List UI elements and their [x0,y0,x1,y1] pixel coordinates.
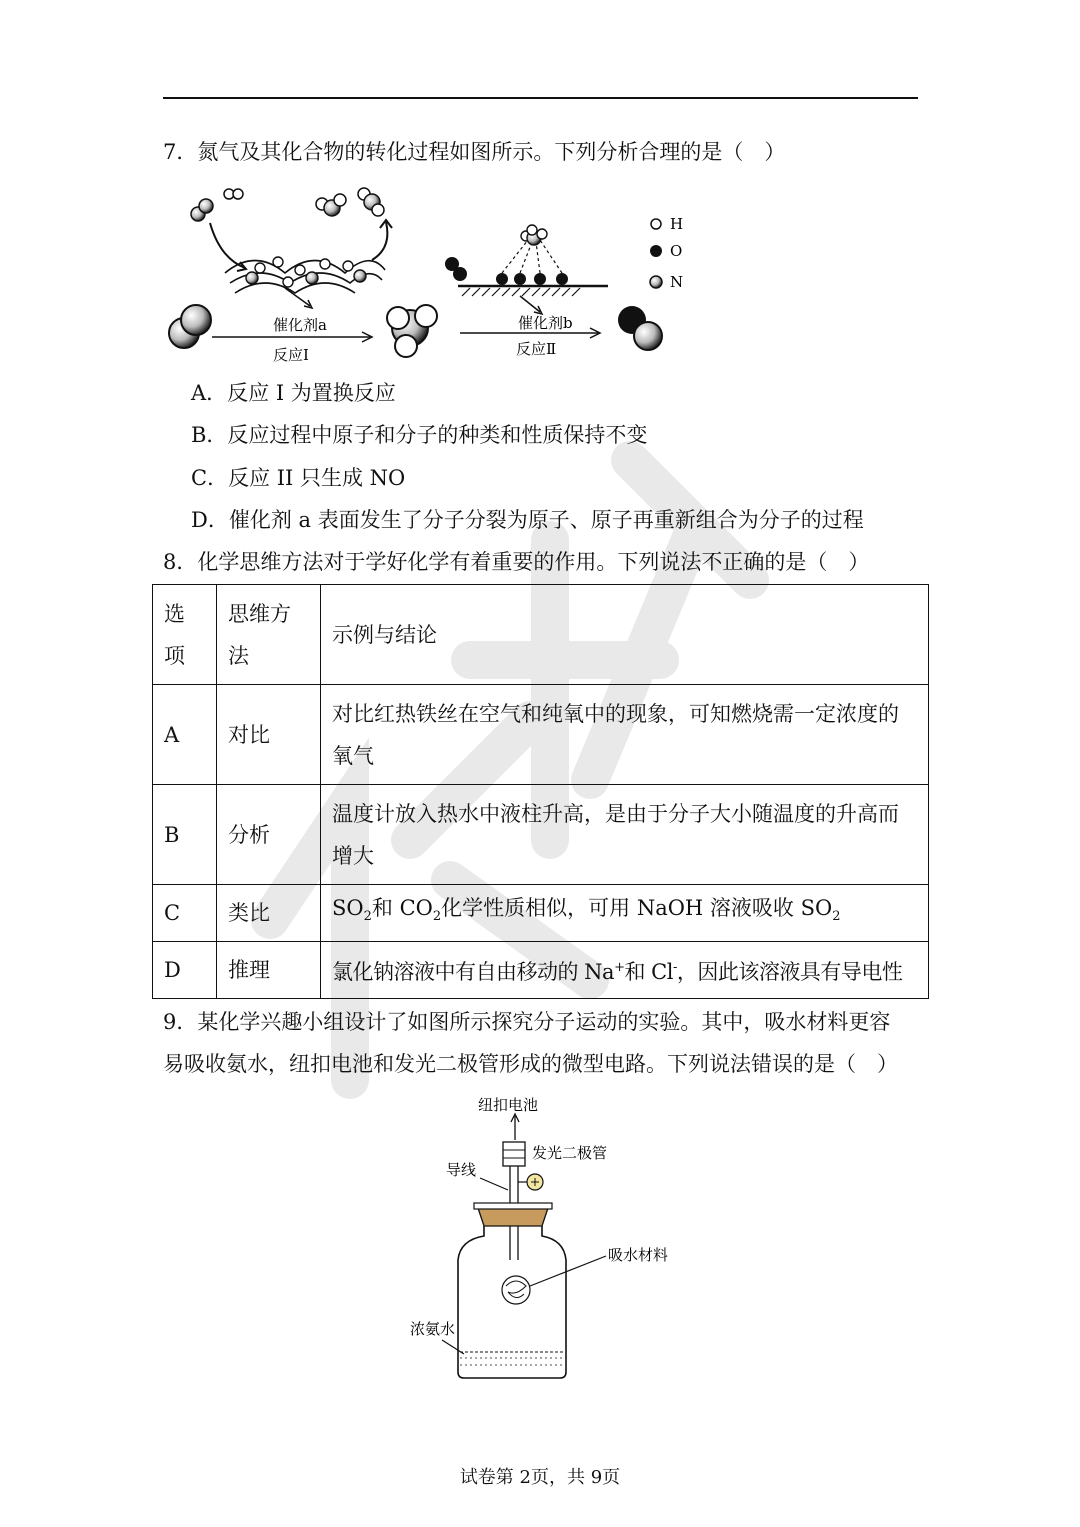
q7-option-b[interactable]: B．反应过程中原子和分子的种类和性质保持不变 [191,423,648,447]
q9-figure [400,1090,680,1390]
reaction-2-label: 反应Ⅱ [516,340,557,358]
absorbent-label: 吸水材料 [608,1246,669,1264]
table-row[interactable] [153,685,929,785]
row-method: 分析 [217,785,321,885]
q7-stem: 7．氮气及其化合物的转化过程如图所示。下列分析合理的是（ ） [163,140,786,164]
q7-figure [160,178,700,368]
q8-table [152,584,929,999]
row-option: D [153,942,217,999]
table-row[interactable] [153,942,929,999]
q9-stem-line2: 易吸收氨水，纽扣电池和发光二极管形成的微型电路。下列说法错误的是（ ） [163,1052,898,1076]
row-option: B [153,785,217,885]
q8-stem: 8．化学思维方法对于学好化学有着重要的作用。下列说法不正确的是（ ） [163,550,870,574]
header-method: 思维方法 [217,585,321,685]
row-method: 类比 [217,885,321,942]
row-method: 推理 [217,942,321,999]
reaction-1-label: 反应Ⅰ [273,346,309,364]
q7-option-c[interactable]: C．反应 II 只生成 NO [191,466,406,490]
catalyst-a-label: 催化剂a [273,316,327,334]
row-example: $SO_2$和 $CO_2$化学性质相似，可用 NaOH 溶液吸收 $SO_2$ [321,885,929,942]
header-option: 选项 [153,585,217,685]
legend-n: N [670,273,684,291]
row-option: A [153,685,217,785]
wire-label: 导线 [446,1161,477,1179]
q7-option-d[interactable]: D．催化剂 a 表面发生了分子分裂为原子、原子再重新组合为分子的过程 [191,508,864,532]
table-header-row [153,585,929,685]
top-rule [163,97,918,99]
button-battery-label: 纽扣电池 [478,1096,539,1114]
row-option: C [153,885,217,942]
legend-h: H [670,215,684,233]
row-example: 温度计放入热水中液柱升高，是由于分子大小随温度的升高而增大 [321,785,929,885]
ammonia-label: 浓氨水 [410,1320,456,1338]
catalyst-b-label: 催化剂b [518,314,573,332]
q9-stem-line1: 9．某化学兴趣小组设计了如图所示探究分子运动的实验。其中，吸水材料更容 [163,1010,891,1034]
table-row[interactable] [153,785,929,885]
page-footer: 试卷第 2页，共 9页 [459,1467,621,1488]
row-example: 氯化钠溶液中有自由移动的 Na+和 Cl-，因此该溶液具有导电性 [321,942,929,999]
row-method: 对比 [217,685,321,785]
table-row[interactable] [153,885,929,942]
led-label: 发光二极管 [532,1144,608,1162]
q7-option-a[interactable]: A．反应 I 为置换反应 [191,381,396,405]
header-example: 示例与结论 [321,585,929,685]
row-example: 对比红热铁丝在空气和纯氧中的现象，可知燃烧需一定浓度的氧气 [321,685,929,785]
legend-o: O [670,242,683,260]
